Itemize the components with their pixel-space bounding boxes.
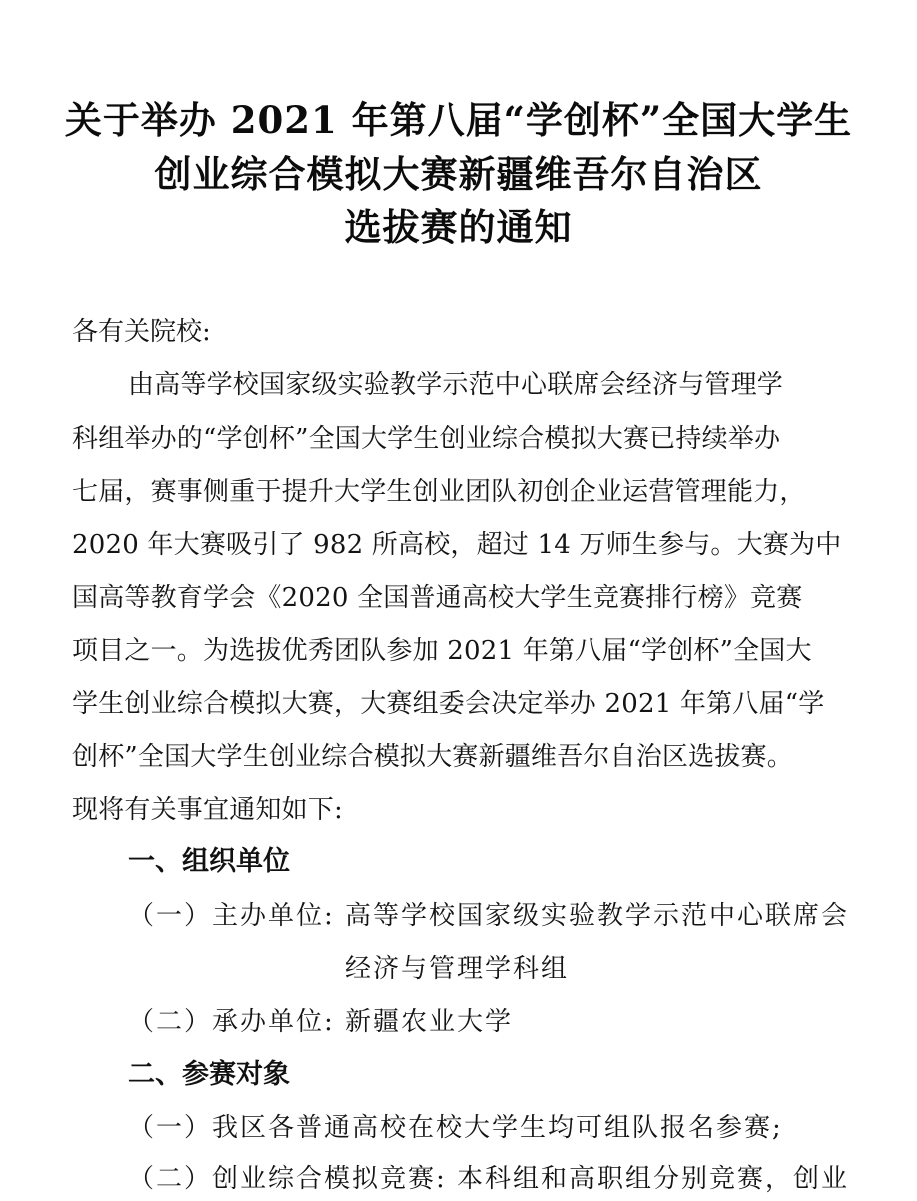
document-title-line-2: 创业综合模拟大赛新疆维吾尔自治区: [154, 152, 763, 196]
document-title-line-3: 选拔赛的通知: [344, 205, 573, 249]
intro-line-1: 由高等学校国家级实验教学示范中心联席会经济与管理学: [128, 370, 784, 400]
intro-line-6: 项目之一。为选拔优秀团队参加 2021 年第八届“学创杯”全国大: [72, 636, 812, 666]
section-2-heading: 二、参赛对象: [128, 1059, 290, 1090]
section-1-item-2: （二）承办单位: 新疆农业大学: [128, 1007, 514, 1037]
intro-line-7: 学生创业综合模拟大赛，大赛组委会决定举办 2021 年第八届“学: [72, 689, 825, 719]
section-1-heading: 一、组织单位: [128, 846, 290, 877]
section-2-item-2: （二）创业综合模拟竞赛: 本科组和高职组分别竞赛，创业: [128, 1164, 850, 1194]
intro-line-5: 国高等教育学会《2020 全国普通高校大学生竞赛排行榜》竞赛: [72, 583, 803, 613]
salutation: 各有关院校:: [72, 317, 211, 347]
document-title-line-1: 关于举办 2021 年第八届“学创杯”全国大学生: [64, 98, 853, 142]
section-2-item-1: （一）我区各普通高校在校大学生均可组队报名参赛;: [128, 1113, 783, 1143]
intro-line-2: 科组举办的“学创杯”全国大学生创业综合模拟大赛已持续举办: [72, 424, 781, 454]
intro-line-4: 2020 年大赛吸引了 982 所高校，超过 14 万师生参与。大赛为中: [72, 530, 842, 560]
section-1-item-1-line-1: （一）主办单位: 高等学校国家级实验教学示范中心联席会: [128, 901, 850, 931]
intro-line-3: 七届，赛事侧重于提升大学生创业团队初创企业运营管理能力，: [72, 477, 806, 507]
intro-line-9: 现将有关事宜通知如下:: [72, 795, 343, 825]
section-1-item-1-line-2: 经济与管理学科组: [345, 954, 570, 984]
intro-line-8: 创杯”全国大学生创业综合模拟大赛新疆维吾尔自治区选拔赛。: [72, 742, 793, 772]
